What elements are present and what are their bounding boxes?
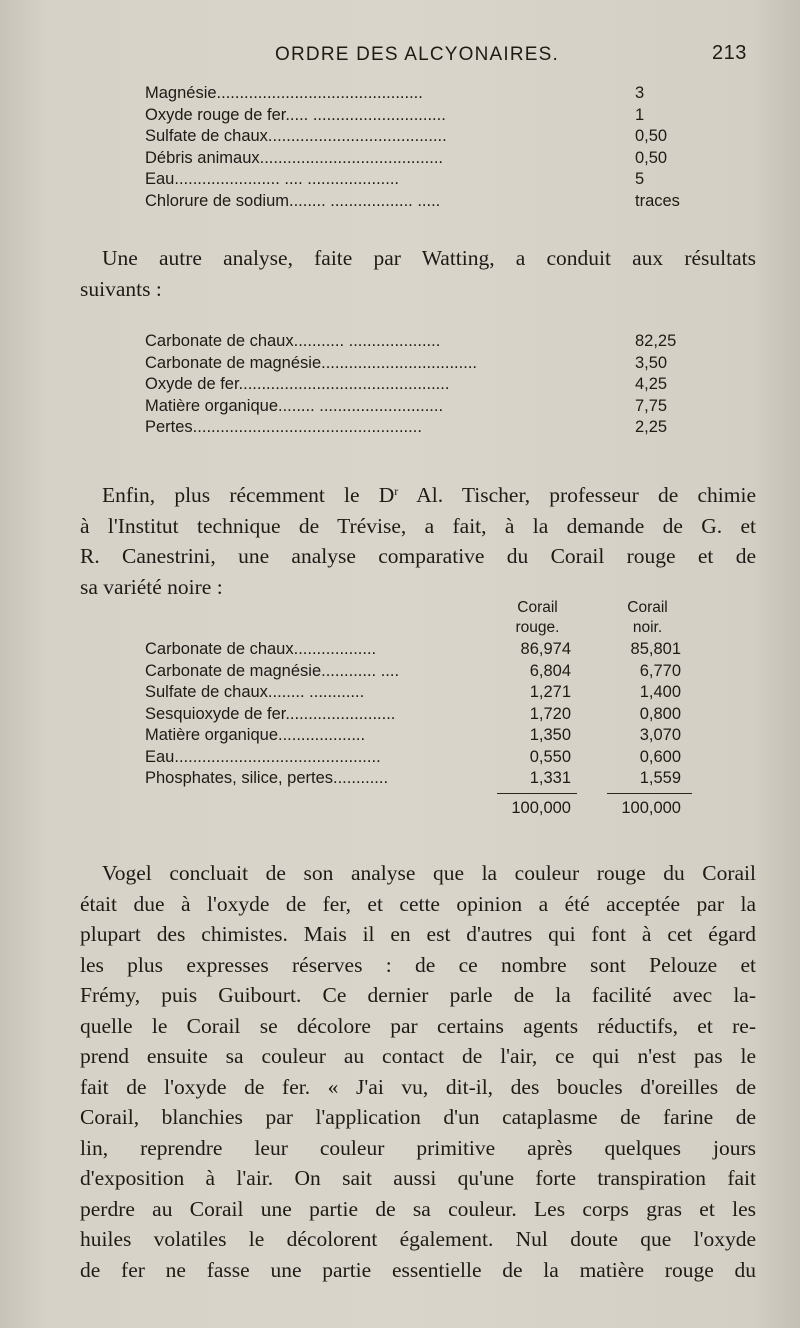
value-rouge: 1,350 [529, 726, 571, 744]
row-value: traces [635, 191, 680, 210]
comparison-table [145, 598, 705, 821]
text-line: R. Canestrini, une analyse comparative du Corail rouge et de [80, 544, 756, 568]
row-label: Matière organique........ ........................... [145, 396, 444, 415]
text-line: plupart des chimistes. Mais il en est d'autres qui font à cet égard [80, 922, 756, 946]
text-line: Corail, blanchies par l'application d'un cataplasme de farine de [80, 1105, 756, 1129]
table-row [145, 705, 705, 727]
text-line: lin, reprendre leur couleur primitive après quelques jours [80, 1135, 756, 1160]
text-line: Frémy, puis Guibourt. Ce dernier parle de la facilité avec la- [80, 983, 756, 1007]
running-title: ORDRE DES ALCYONAIRES. [275, 44, 560, 65]
row-label: Débris animaux........................................ [145, 148, 443, 167]
row-value: 3,50 [635, 353, 668, 372]
table-row [145, 170, 705, 192]
table-row [145, 418, 705, 440]
text-line: d'exposition à l'air. On sait aussi qu'une forte transpiration fait [80, 1166, 756, 1190]
value-noir: 6,770 [639, 661, 681, 680]
sum-rule-noir [607, 793, 692, 795]
table-header [145, 598, 705, 640]
text-line: Une autre analyse, faite par Watting, a conduit aux résultats [102, 246, 756, 270]
totals-row [145, 797, 705, 821]
row-label: Sulfate de chaux........ ............ [145, 683, 365, 701]
row-label: Oxyde rouge de fer..... ............................. [145, 105, 446, 124]
table-row [145, 748, 705, 770]
text-line: quelle le Corail se décolore par certains agents réductifs, et re- [80, 1013, 756, 1038]
value-rouge: 1,331 [529, 769, 571, 787]
text-line: prend ensuite sa couleur au contact de l'air, ce qui n'est pas le [80, 1044, 756, 1068]
row-value: 7,75 [635, 396, 668, 415]
table-row [145, 662, 705, 684]
page-number: 213 [712, 42, 747, 64]
value-noir: 0,800 [639, 704, 681, 723]
text-line: de fer ne fasse une partie essentielle de la matière rouge du [80, 1257, 756, 1282]
row-label: Magnésie............................................. [145, 84, 423, 102]
total-noir: 100,000 [621, 798, 681, 817]
text-line: suivants : [80, 276, 162, 301]
row-label: Carbonate de magnésie............ .... [145, 661, 400, 680]
row-value: 3 [635, 84, 645, 102]
text-fragment: Enfin, plus récemment le D [102, 483, 395, 507]
composition-table-1 [145, 84, 705, 213]
text-line: huiles volatiles le décolorent également. Nul doute que l'oxyde [80, 1227, 756, 1251]
row-label: Oxyde de fer.............................................. [145, 375, 450, 393]
value-rouge: 0,550 [529, 747, 571, 766]
text-line: les plus expresses réserves : de ce nombre sont Pelouze et [80, 952, 756, 977]
row-label: Sesquioxyde de fer........................ [145, 704, 396, 723]
value-rouge: 86,974 [520, 640, 571, 658]
table-row [145, 332, 705, 354]
value-noir: 3,070 [639, 726, 681, 744]
table-row [145, 84, 705, 106]
header-line: Corail [517, 599, 558, 616]
value-noir: 0,600 [639, 747, 681, 766]
value-rouge: 1,271 [529, 683, 571, 701]
row-label: Sulfate de chaux....................................... [145, 127, 447, 145]
row-value: 5 [635, 170, 645, 188]
text-line: sa variété noire : [80, 574, 223, 599]
row-value: 1 [635, 105, 645, 124]
table-row [145, 375, 705, 397]
table-row [145, 354, 705, 376]
text-fragment: Al. Tischer, professeur de chimie [398, 483, 756, 507]
row-value: 0,50 [635, 127, 668, 145]
composition-table-2 [145, 332, 705, 440]
row-label: Eau....................... .... .................... [145, 170, 399, 188]
superscript: r [394, 484, 399, 498]
value-noir: 1,400 [639, 683, 681, 701]
paragraph-tischer [80, 476, 756, 602]
table-row [145, 769, 705, 791]
value-noir: 1,559 [639, 769, 681, 787]
column-header-noir [610, 598, 685, 638]
value-rouge: 6,804 [529, 661, 571, 680]
row-label: Phosphates, silice, pertes............ [145, 769, 389, 787]
row-label: Eau............................................. [145, 747, 381, 766]
sum-rule-rouge [497, 793, 577, 795]
header-line: Corail [627, 599, 668, 616]
total-rouge: 100,000 [511, 798, 571, 817]
text-line: Vogel concluait de son analyse que la couleur rouge du Corail [102, 861, 756, 885]
row-label: Carbonate de chaux.................. [145, 640, 377, 658]
text-line [80, 476, 756, 511]
table-row [145, 192, 705, 214]
row-label: Carbonate de magnésie.................................. [145, 353, 477, 372]
paragraph-watting [80, 243, 756, 304]
row-value: 82,25 [635, 332, 677, 350]
table-row [145, 397, 705, 419]
text-line: à l'Institut technique de Trévise, a fait, à la demande de G. et [80, 513, 756, 538]
page-header [0, 40, 800, 70]
paragraph-vogel [80, 858, 756, 1285]
text-line: perdre au Corail une partie de sa couleur. Les corps gras et les [80, 1196, 756, 1221]
text-line: fait de l'oxyde de fer. « J'ai vu, dit-il, des boucles d'oreilles de [80, 1074, 756, 1099]
table-row [145, 106, 705, 128]
column-header-rouge [500, 598, 575, 638]
header-line: rouge. [515, 619, 560, 636]
table-row [145, 149, 705, 171]
header-line: noir. [632, 619, 663, 636]
row-label: Matière organique................... [145, 726, 366, 744]
row-label: Chlorure de sodium........ .................. ..... [145, 191, 441, 210]
text-line: était due à l'oxyde de fer, et cette opinion a été acceptée par la [80, 891, 756, 916]
row-value: 4,25 [635, 375, 668, 393]
row-value: 0,50 [635, 148, 668, 167]
row-label: Pertes.................................................. [145, 418, 422, 436]
table-row [145, 683, 705, 705]
table-row [145, 127, 705, 149]
row-label: Carbonate de chaux........... .................... [145, 332, 441, 350]
table-row [145, 726, 705, 748]
value-noir: 85,801 [630, 640, 681, 658]
table-row [145, 640, 705, 662]
value-rouge: 1,720 [529, 704, 571, 723]
row-value: 2,25 [635, 418, 668, 436]
